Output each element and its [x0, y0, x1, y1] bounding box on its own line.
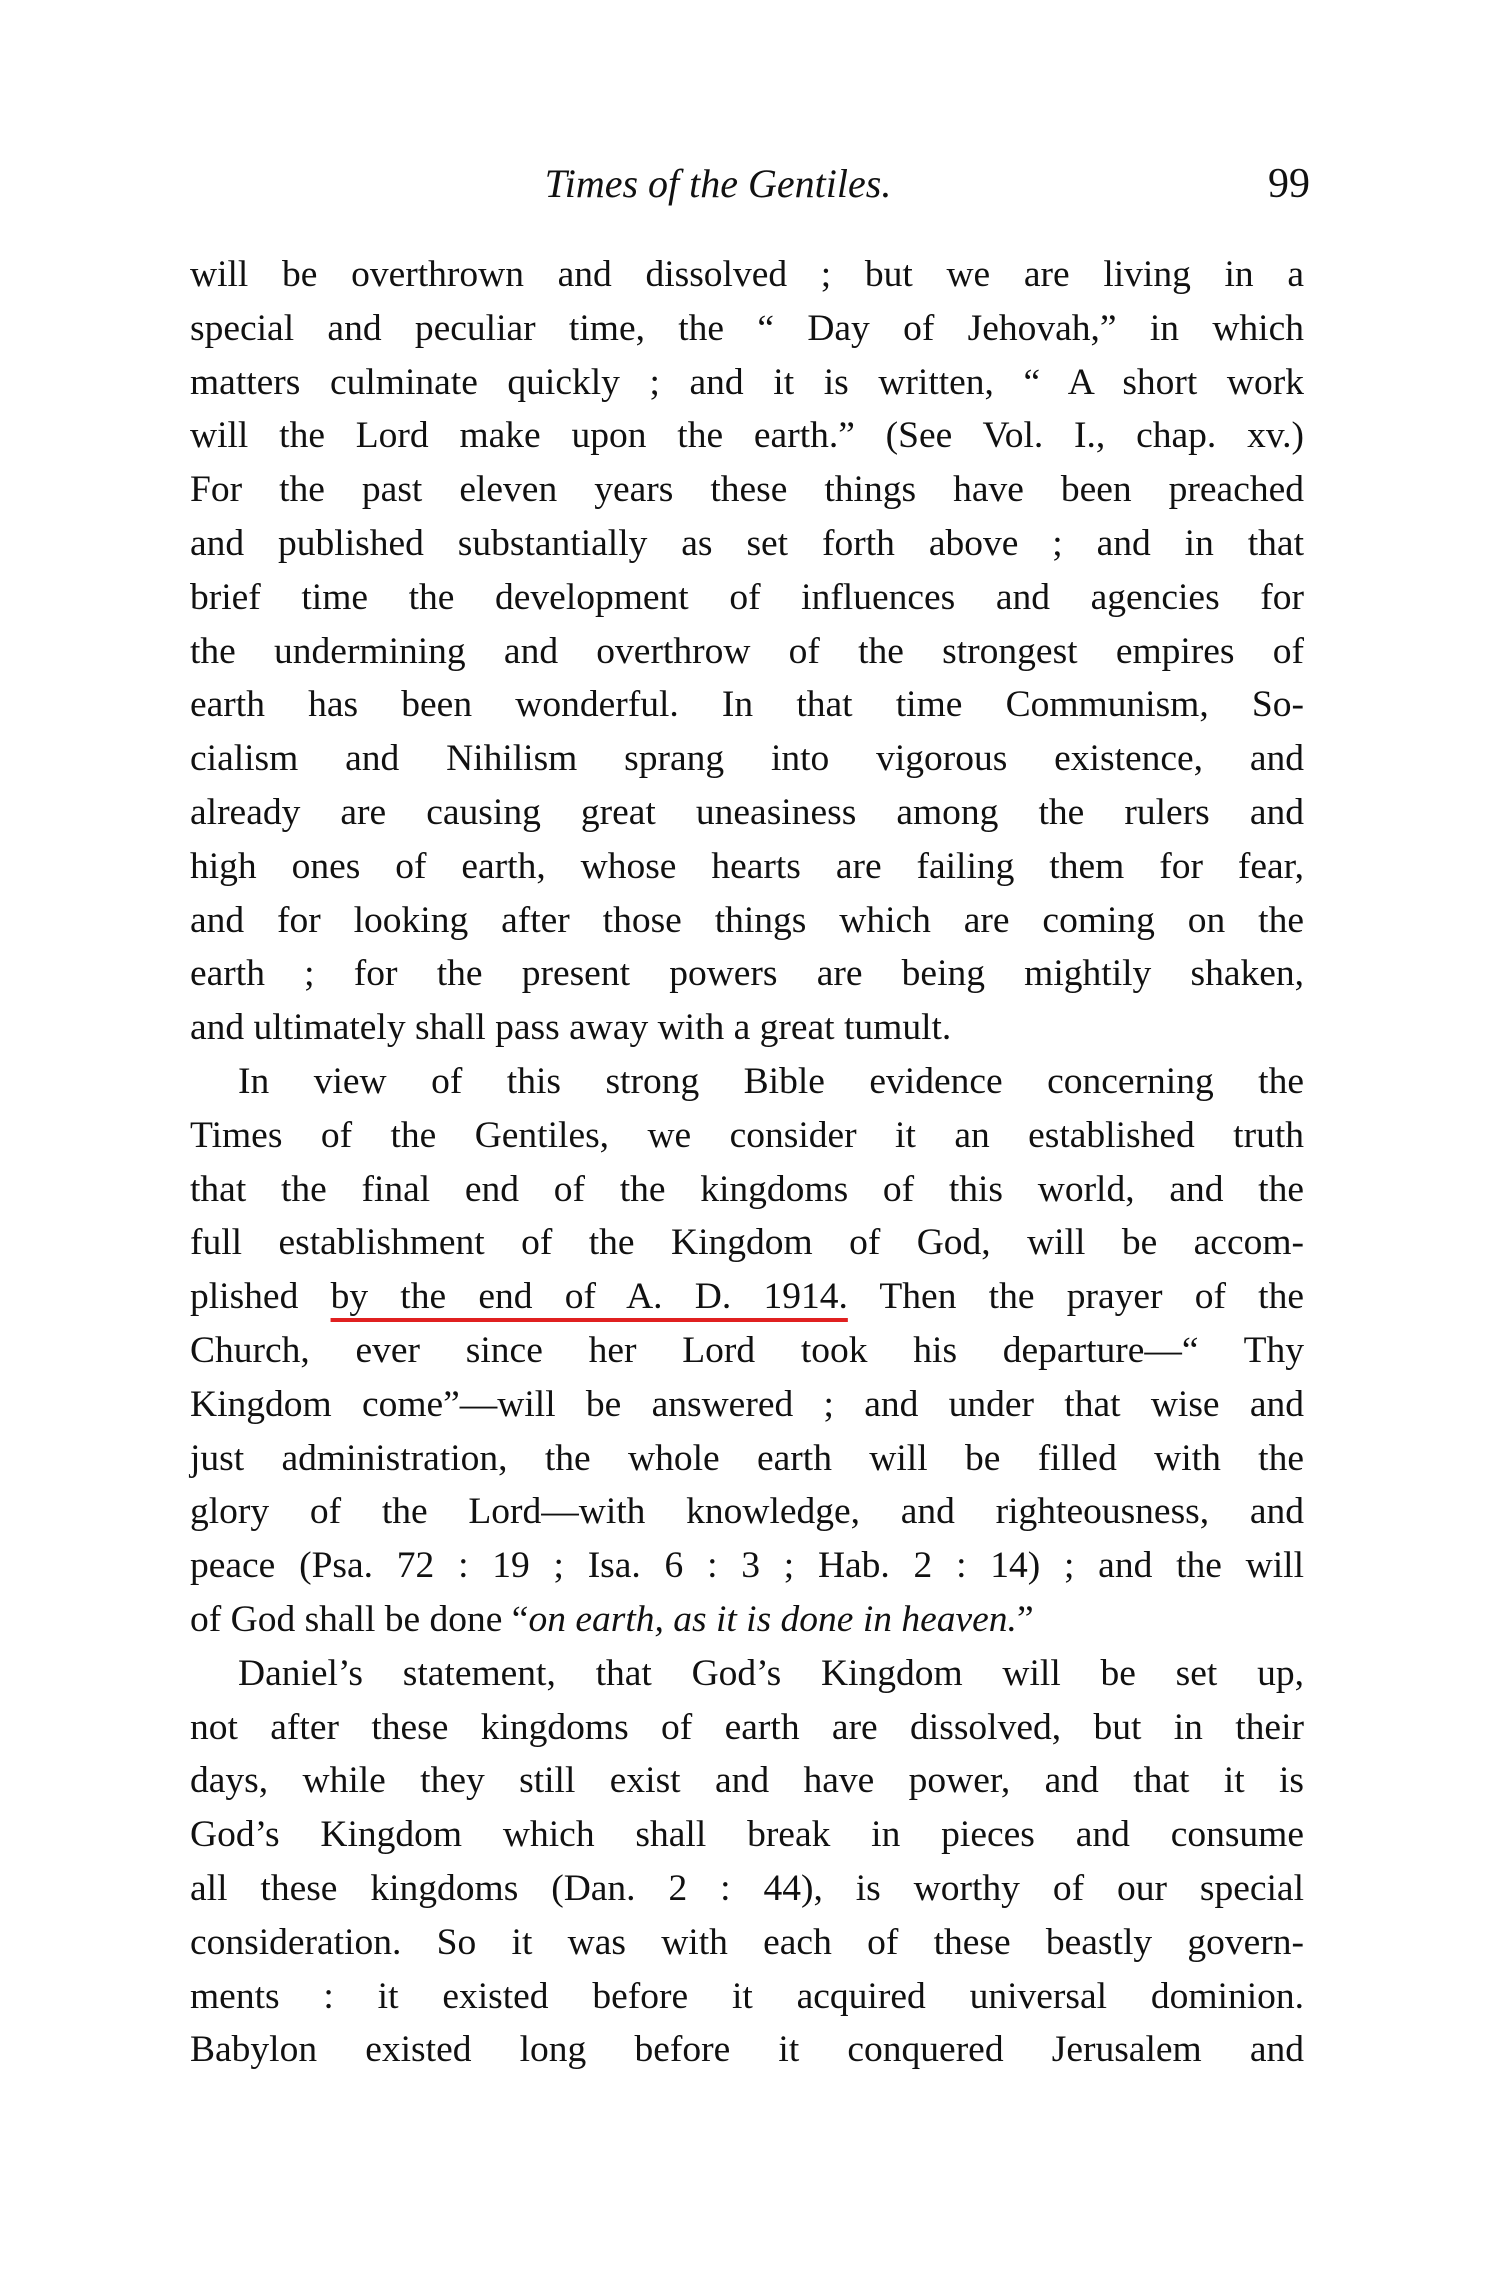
- text-segment: Then the prayer of the: [847, 1276, 1304, 1318]
- text-line: full establishment of the Kingdom of God, will be accom-: [190, 1222, 1304, 1264]
- text-line: special and peculiar time, the “ Day of Jehovah,” in which: [190, 307, 1304, 349]
- text-line: Daniel’s statement, that God’s Kingdom will be set up,: [238, 1652, 1304, 1694]
- text-line: ments : it existed before it acquired universal dominion.: [190, 1975, 1304, 2017]
- text-segment: ”: [1016, 1599, 1034, 1640]
- text-line: that the final end of the kingdoms of this world, and the: [190, 1168, 1304, 1210]
- text-line: brief time the development of influences and agencies for: [190, 576, 1304, 618]
- text-line: not after these kingdoms of earth are dissolved, but in their: [190, 1706, 1304, 1748]
- text-line: all these kingdoms (Dan. 2 : 44), is worthy of our special: [190, 1868, 1304, 1909]
- text-line: and for looking after those things which are coming on the: [190, 899, 1304, 941]
- text-line: cialism and Nihilism sprang into vigorous existence, and: [190, 738, 1304, 780]
- text-line: the undermining and overthrow of the strongest empires of: [190, 630, 1304, 672]
- text-line: [190, 1593, 1304, 1647]
- text-line: glory of the Lord—with knowledge, and righteousness, and: [190, 1491, 1304, 1533]
- text-line: matters culminate quickly ; and it is written, “ A short work: [190, 361, 1304, 403]
- page-number: 99: [1268, 161, 1310, 207]
- header-title: Times of the Gentiles.: [544, 161, 892, 206]
- italic-phrase: on earth, as it is done in heaven.: [528, 1599, 1017, 1640]
- text-line: consideration. So it was with each of these beastly govern-: [190, 1921, 1304, 1963]
- underlined-phrase: by the end of A. D. 1914.: [330, 1276, 848, 1318]
- text-line: [190, 1270, 1304, 1324]
- text-line: will be overthrown and dissolved ; but we are living in a: [190, 254, 1304, 295]
- text-line: Babylon existed long before it conquered Jerusalem and: [190, 2029, 1304, 2071]
- text-line: Church, ever since her Lord took his departure—“ Thy: [190, 1330, 1304, 1371]
- text-line: Times of the Gentiles, we consider it an established truth: [190, 1114, 1304, 1156]
- text-line: high ones of earth, whose hearts are failing them for fear,: [190, 845, 1304, 887]
- text-segment: plished: [190, 1276, 331, 1318]
- text-line: days, while they still exist and have power, and that it is: [190, 1760, 1304, 1802]
- text-line: will the Lord make upon the earth.” (See Vol. I., chap. xv.): [190, 415, 1304, 457]
- text-line: and published substantially as set forth above ; and in that: [190, 523, 1304, 564]
- text-segment: of God shall be done “: [190, 1599, 529, 1640]
- text-line: peace (Psa. 72 : 19 ; Isa. 6 : 3 ; Hab. 2 : 14) ; and the will: [190, 1545, 1304, 1587]
- text-line: earth ; for the present powers are being mightily shaken,: [190, 953, 1304, 995]
- text-line: earth has been wonderful. In that time Communism, So-: [190, 684, 1304, 726]
- text-line: God’s Kingdom which shall break in pieces and consume: [190, 1814, 1304, 1856]
- text-line: Kingdom come”—will be answered ; and under that wise and: [190, 1383, 1304, 1425]
- text-line: For the past eleven years these things have been preached: [190, 469, 1304, 511]
- text-line: In view of this strong Bible evidence concerning the: [238, 1061, 1304, 1102]
- text-line: just administration, the whole earth will be filled with the: [190, 1437, 1304, 1479]
- text-line: already are causing great uneasiness among the rulers and: [190, 792, 1304, 833]
- text-line: and ultimately shall pass away with a great tumult.: [190, 1007, 952, 1049]
